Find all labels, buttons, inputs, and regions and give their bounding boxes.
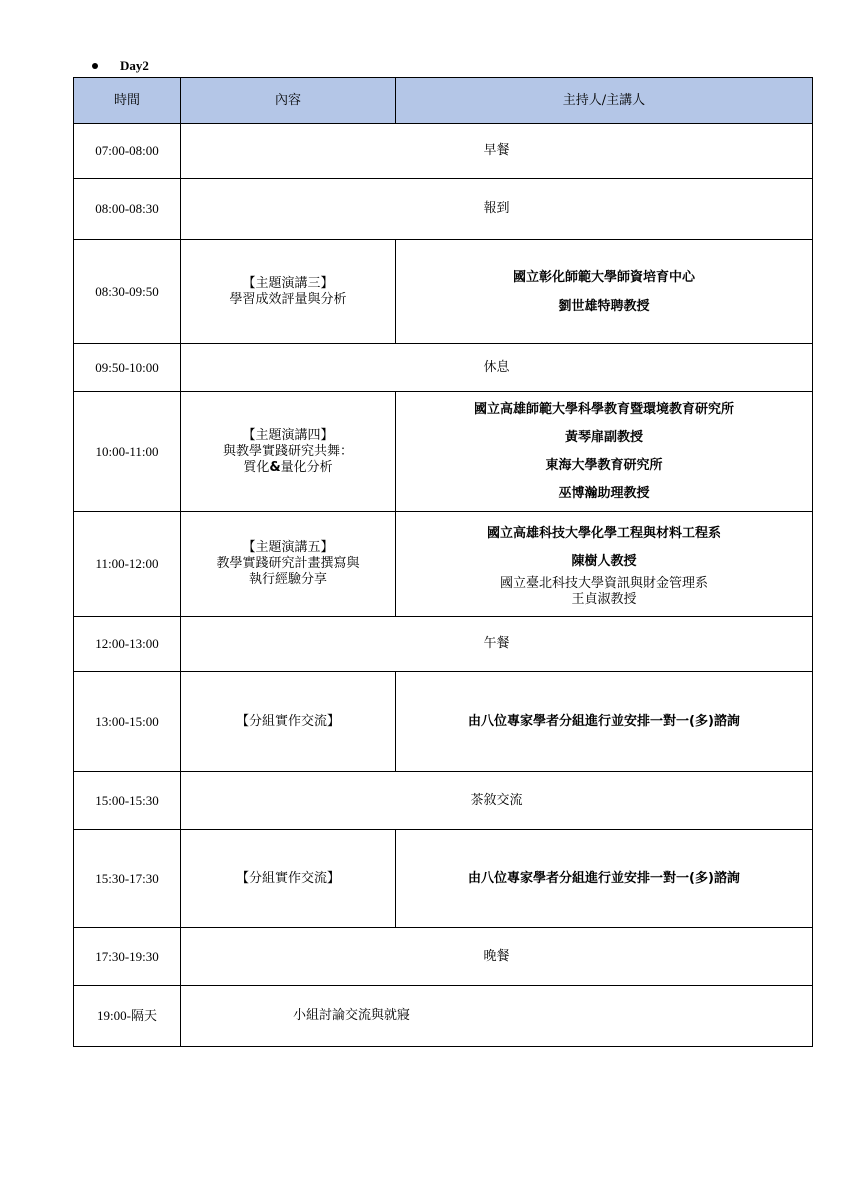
content-line xyxy=(185,460,391,476)
time-cell: 09:50-10:00 xyxy=(74,344,181,392)
content-cell: 【分組實作交流】 xyxy=(181,830,396,928)
content-fragment: 量化分析 xyxy=(280,459,333,475)
day-heading xyxy=(92,58,149,74)
table-row xyxy=(74,617,813,672)
host-line: 由八位專家學者分組進行並安排一對一(多)諮詢 xyxy=(468,871,740,886)
event-cell: 早餐 xyxy=(181,124,813,179)
day-heading-text: Day2 xyxy=(120,58,149,73)
event-cell: 晚餐 xyxy=(181,928,813,986)
host-line: 國立高雄科技大學化學工程與材料工程系 xyxy=(486,526,721,541)
table-row xyxy=(74,392,813,512)
table-row xyxy=(74,830,813,928)
host-line: 國立彰化師範大學師資培育中心 xyxy=(512,269,695,285)
host-line: 由八位專家學者分組進行並安排一對一(多)諮詢 xyxy=(468,714,740,729)
time-cell: 12:00-13:00 xyxy=(74,617,181,672)
header-time: 時間 xyxy=(74,78,181,124)
table-row xyxy=(74,240,813,344)
time-cell: 15:00-15:30 xyxy=(74,772,181,830)
content-cell xyxy=(181,392,396,512)
event-cell: 休息 xyxy=(181,344,813,392)
time-cell: 08:00-08:30 xyxy=(74,179,181,240)
time-cell: 07:00-08:00 xyxy=(74,124,181,179)
content-cell xyxy=(181,512,396,617)
header-content: 內容 xyxy=(181,78,396,124)
time-cell: 10:00-11:00 xyxy=(74,392,181,512)
table-row xyxy=(74,672,813,772)
event-cell: 茶敘交流 xyxy=(181,772,813,830)
content-fragment: & xyxy=(269,459,281,475)
table-row xyxy=(74,179,813,240)
content-line: 教學實踐研究計畫撰寫與 xyxy=(216,556,360,571)
table-row xyxy=(74,512,813,617)
host-line: 國立高雄師範大學科學教育暨環境教育研究所 xyxy=(473,401,734,417)
event-cell: 小組討論交流與就寢 xyxy=(181,986,813,1047)
content-cell: 【分組實作交流】 xyxy=(181,672,396,772)
content-line: 與教學實踐研究共舞： xyxy=(222,443,353,459)
table-row xyxy=(74,928,813,986)
event-cell: 報到 xyxy=(181,179,813,240)
host-line: 陳樹人教授 xyxy=(571,554,637,569)
time-cell: 08:30-09:50 xyxy=(74,240,181,344)
header-host: 主持人/主講人 xyxy=(396,78,813,124)
content-line: 【主題演講四】 xyxy=(242,427,334,443)
host-cell xyxy=(396,672,813,772)
host-cell xyxy=(396,830,813,928)
host-line: 黃琴扉副教授 xyxy=(564,429,643,445)
host-line: 王貞淑教授 xyxy=(571,592,637,607)
table-header-row xyxy=(74,78,813,124)
table-row xyxy=(74,986,813,1047)
content-line: 執行經驗分享 xyxy=(248,572,327,587)
time-cell: 11:00-12:00 xyxy=(74,512,181,617)
host-line: 東海大學教育研究所 xyxy=(545,457,663,473)
content-line: 【主題演講五】 xyxy=(242,540,334,555)
table-row xyxy=(74,344,813,392)
host-cell xyxy=(396,240,813,344)
content-line: 學習成效評量與分析 xyxy=(229,291,347,307)
content-line: 【主題演講三】 xyxy=(242,275,334,291)
event-cell: 午餐 xyxy=(181,617,813,672)
table-row xyxy=(74,124,813,179)
time-cell: 13:00-15:00 xyxy=(74,672,181,772)
bullet-icon xyxy=(92,63,98,69)
content-cell xyxy=(181,240,396,344)
time-cell: 15:30-17:30 xyxy=(74,830,181,928)
host-line: 巫博瀚助理教授 xyxy=(558,485,650,501)
host-line: 國立臺北科技大學資訊與財金管理系 xyxy=(499,576,708,591)
content-fragment: 質化 xyxy=(243,459,270,475)
table-row xyxy=(74,772,813,830)
time-cell: 17:30-19:30 xyxy=(74,928,181,986)
time-cell: 19:00-隔天 xyxy=(74,986,181,1047)
host-cell xyxy=(396,512,813,617)
host-line: 劉世雄特聘教授 xyxy=(558,298,650,314)
schedule-table xyxy=(73,77,813,1047)
host-cell xyxy=(396,392,813,512)
